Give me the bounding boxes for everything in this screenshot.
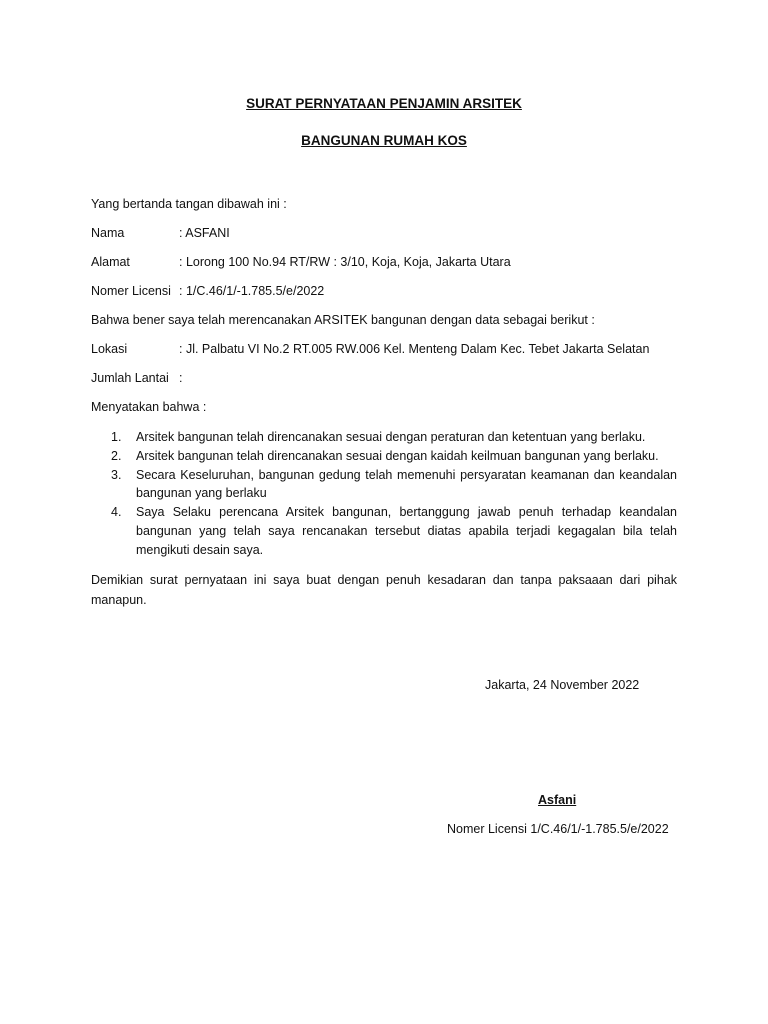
- field-jumlah-lantai: [91, 371, 182, 385]
- list-number: 4.: [111, 505, 122, 520]
- list-text: Saya Selaku perencana Arsitek bangunan, bertanggung jawab penuh terhadap keandalan bangunan yang telah saya rencanakan tersebut diatas apabila terjadi kegagalan bila telah mengikuti desain saya.: [136, 505, 677, 557]
- closing-paragraph: Demikian surat pernyataan ini saya buat dengan penuh kesadaran dan tanpa paksaaan dari pihak manapun.: [91, 573, 677, 607]
- list-text: Secara Keseluruhan, bangunan gedung telah memenuhi persyaratan keamanan dan keandalan bangunan yang berlaku: [136, 467, 677, 501]
- list-number: 3.: [111, 467, 122, 482]
- intro-text: Yang bertanda tangan dibawah ini :: [91, 197, 287, 211]
- list-text: Arsitek bangunan telah direncanakan sesuai dengan kaidah keilmuan bangunan yang berlaku.: [136, 448, 659, 463]
- field-alamat: [91, 255, 511, 269]
- list-item: [91, 503, 677, 559]
- field-value: : ASFANI: [179, 226, 230, 240]
- field-label: Nomer Licensi: [91, 284, 171, 298]
- list-text: Arsitek bangunan telah direncanakan sesuai dengan peraturan dan ketentuan yang berlaku.: [136, 430, 646, 444]
- document-title: SURAT PERNYATAAN PENJAMIN ARSITEK: [246, 96, 522, 111]
- field-value: : Lorong 100 No.94 RT/RW : 3/10, Koja, Koja, Jakarta Utara: [179, 255, 511, 269]
- field-label: Nama: [91, 226, 125, 240]
- field-nama: [91, 226, 230, 240]
- field-label: Lokasi: [91, 342, 128, 356]
- list-number: 1.: [111, 430, 122, 444]
- list-item: [91, 466, 677, 504]
- place-date: Jakarta, 24 November 2022: [485, 678, 640, 692]
- signer-name: Asfani: [538, 793, 577, 807]
- field-label: Alamat: [91, 255, 130, 269]
- bahwa-text: Bahwa bener saya telah merencanakan ARSITEK bangunan dengan data sebagai berikut :: [91, 313, 595, 327]
- list-item: [91, 447, 677, 466]
- signer-license: Nomer Licensi 1/C.46/1/-1.785.5/e/2022: [447, 822, 669, 836]
- field-value: :: [179, 371, 183, 385]
- field-value: : Jl. Palbatu VI No.2 RT.005 RW.006 Kel. Menteng Dalam Kec. Tebet Jakarta Selatan: [179, 342, 650, 356]
- field-nomer-licensi: [91, 284, 324, 298]
- statement-list: [91, 428, 677, 560]
- field-label: Jumlah Lantai: [91, 371, 169, 385]
- list-item: [91, 428, 677, 447]
- menyatakan-text: Menyatakan bahwa :: [91, 400, 207, 414]
- field-lokasi: [91, 342, 649, 356]
- list-number: 2.: [111, 448, 122, 463]
- field-value: : 1/C.46/1/-1.785.5/e/2022: [179, 284, 325, 298]
- document-subtitle: BANGUNAN RUMAH KOS: [301, 133, 467, 148]
